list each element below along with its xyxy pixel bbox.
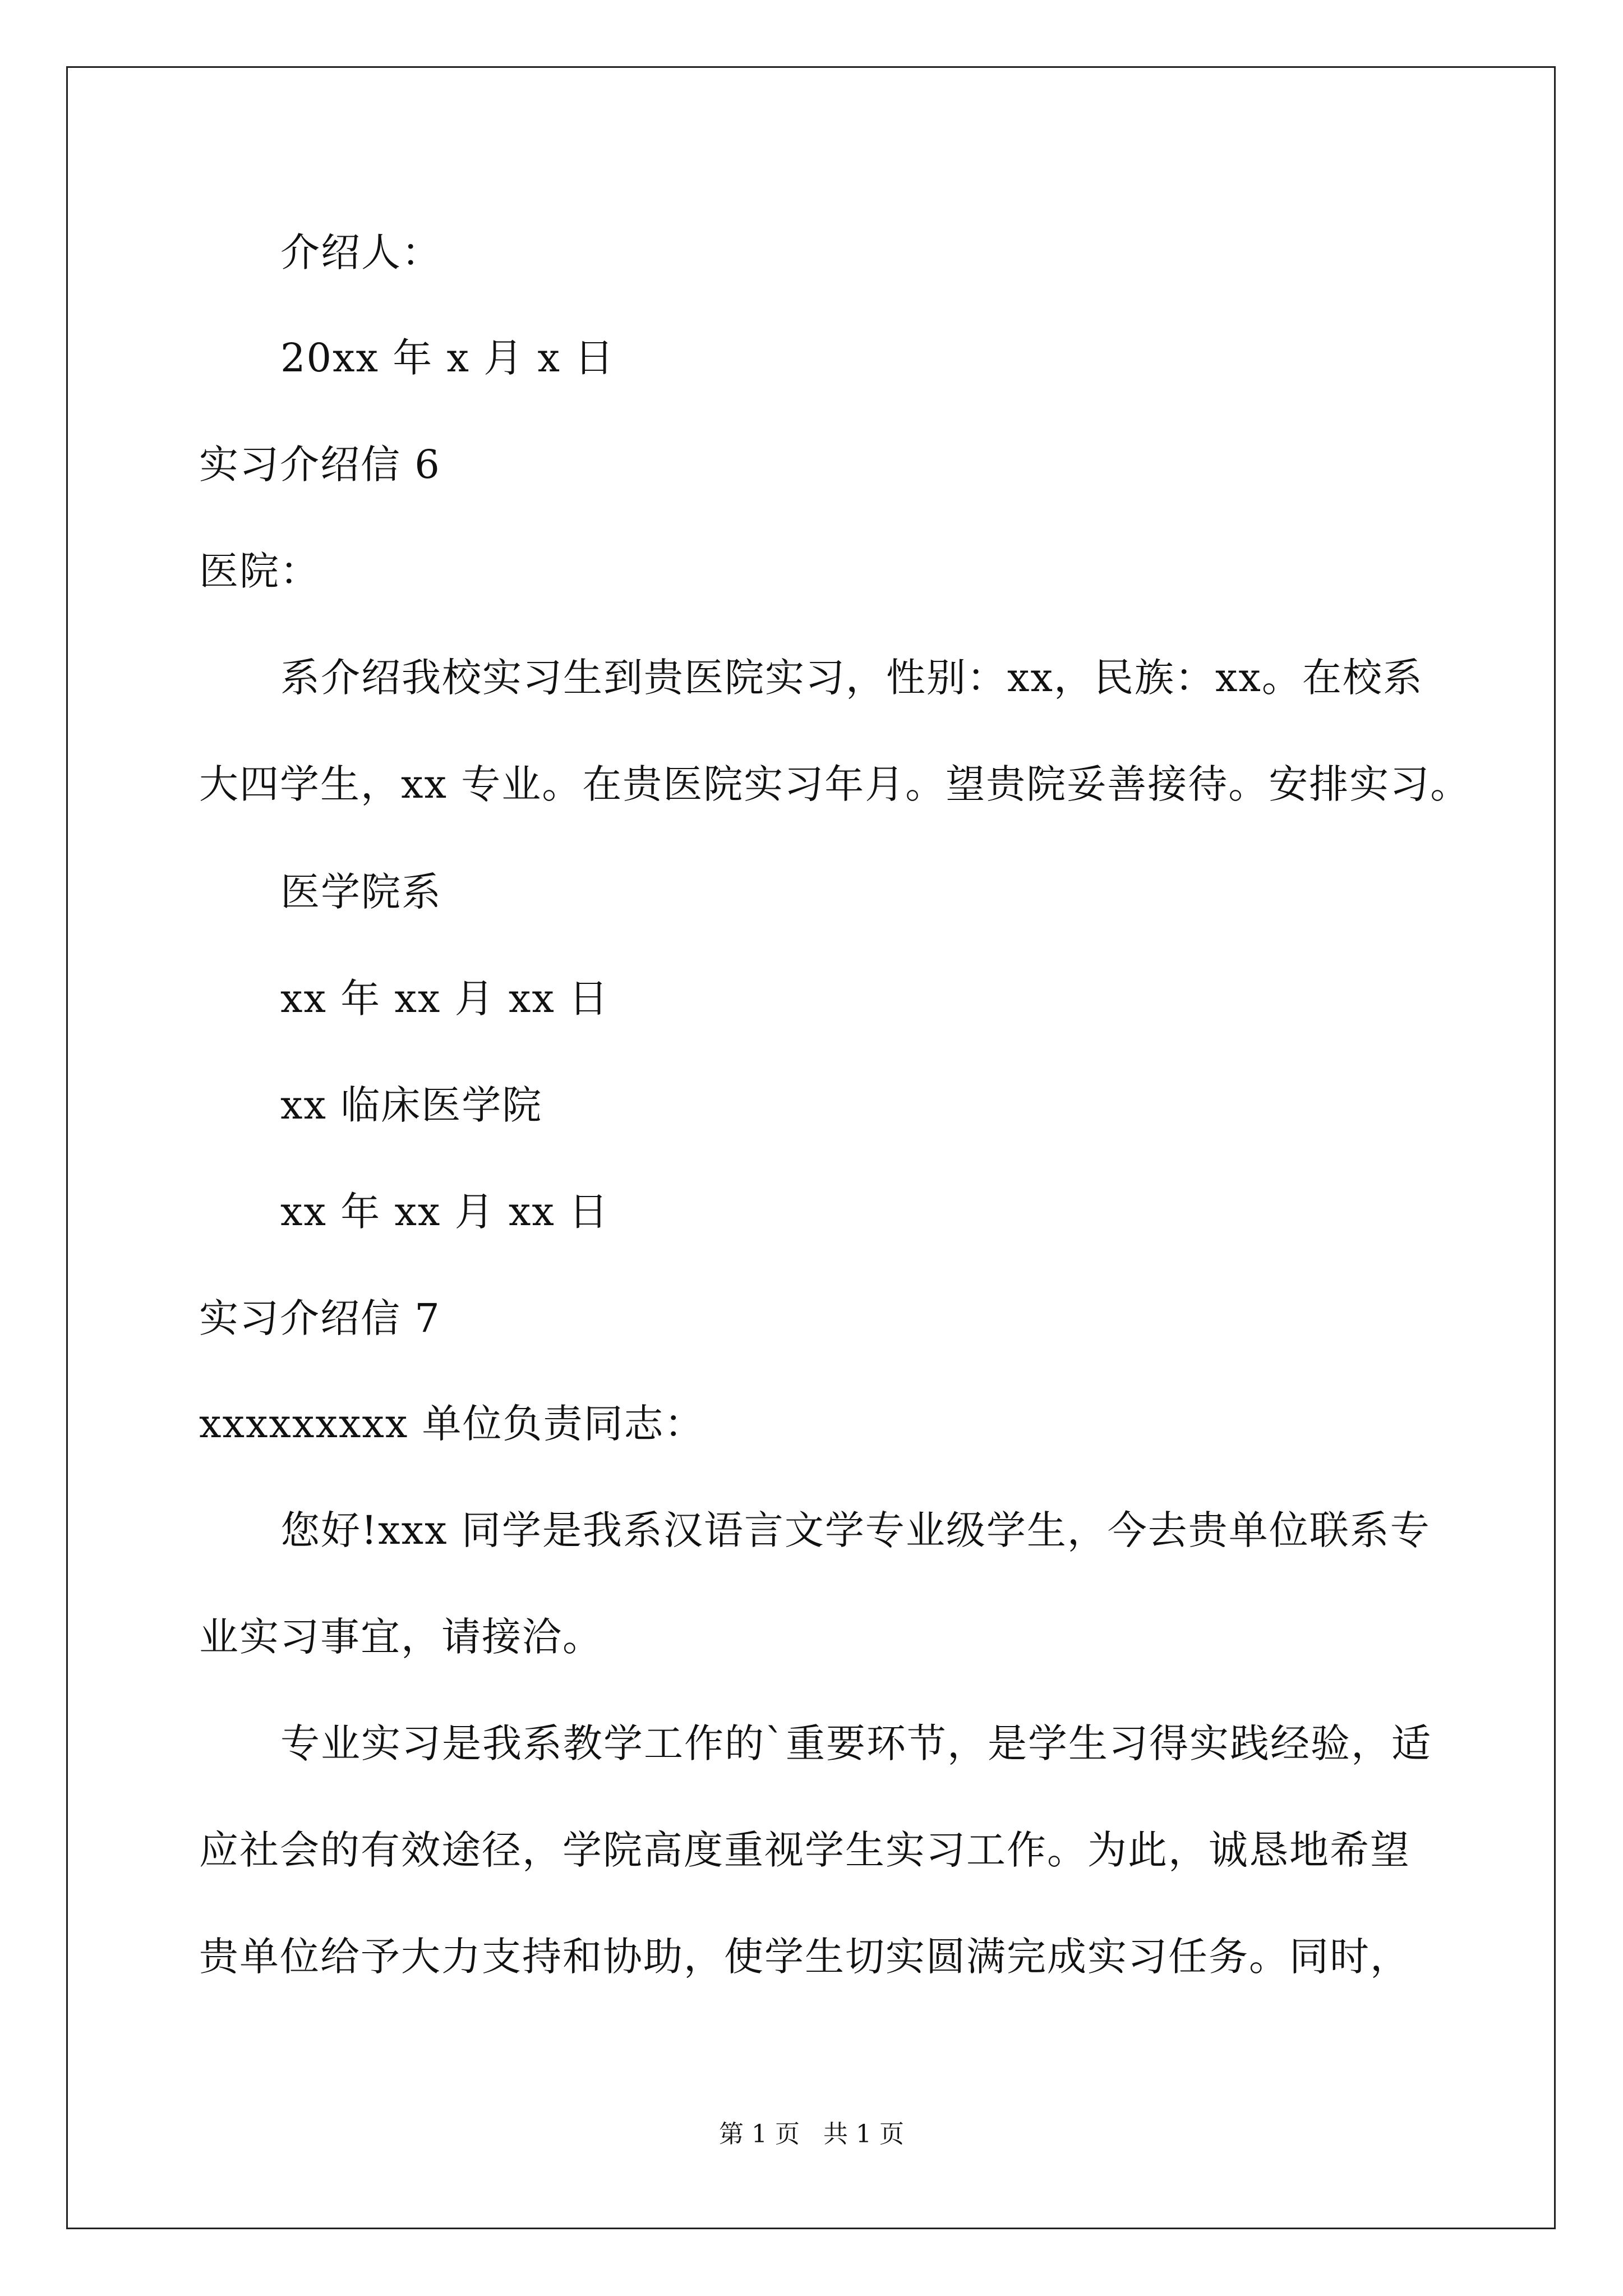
body-paragraph-line: 您好!xxx 同学是我系汉语言文学专业级学生，今去贵单位联系专: [280, 1507, 1431, 1553]
section-title-6: 实习介绍信 6: [199, 441, 441, 487]
body-paragraph-line: 系介绍我校实习生到贵医院实习，性别：xx，民族：xx。在校系: [280, 655, 1423, 701]
signature-college: xx 临床医学院: [280, 1082, 543, 1128]
signature-date: xx 年 xx 月 xx 日: [280, 976, 610, 1022]
introducer-label: 介绍人：: [280, 229, 442, 275]
page-border: [66, 66, 1556, 2229]
salutation-unit: xxxxxxxxx 单位负责同志：: [199, 1401, 705, 1447]
section-title-7: 实习介绍信 7: [199, 1295, 441, 1341]
body-paragraph-line: 应社会的有效途径，学院高度重视学生实习工作。为此，诚恳地希望: [199, 1827, 1410, 1873]
salutation-hospital: 医院：: [199, 548, 320, 594]
page-footer: [0, 2118, 1623, 2151]
date-line: 20xx 年 x 月 x 日: [280, 335, 615, 381]
body-paragraph-line: 业实习事宜，请接洽。: [199, 1614, 603, 1660]
signature-date: xx 年 xx 月 xx 日: [280, 1189, 610, 1235]
body-paragraph-line: 专业实习是我系教学工作的`重要环节，是学生习得实践经验，适: [280, 1720, 1432, 1766]
body-paragraph-line: 大四学生，xx 专业。在贵医院实习年月。望贵院妥善接待。安排实习。: [199, 761, 1471, 807]
signature-department: 医学院系: [280, 869, 442, 915]
page-number-total: 共 1 页: [823, 2120, 904, 2148]
body-paragraph-line: 贵单位给予大力支持和协助，使学生切实圆满完成实习任务。同时，: [199, 1934, 1410, 1980]
page-number-current: 第 1 页: [719, 2120, 800, 2148]
